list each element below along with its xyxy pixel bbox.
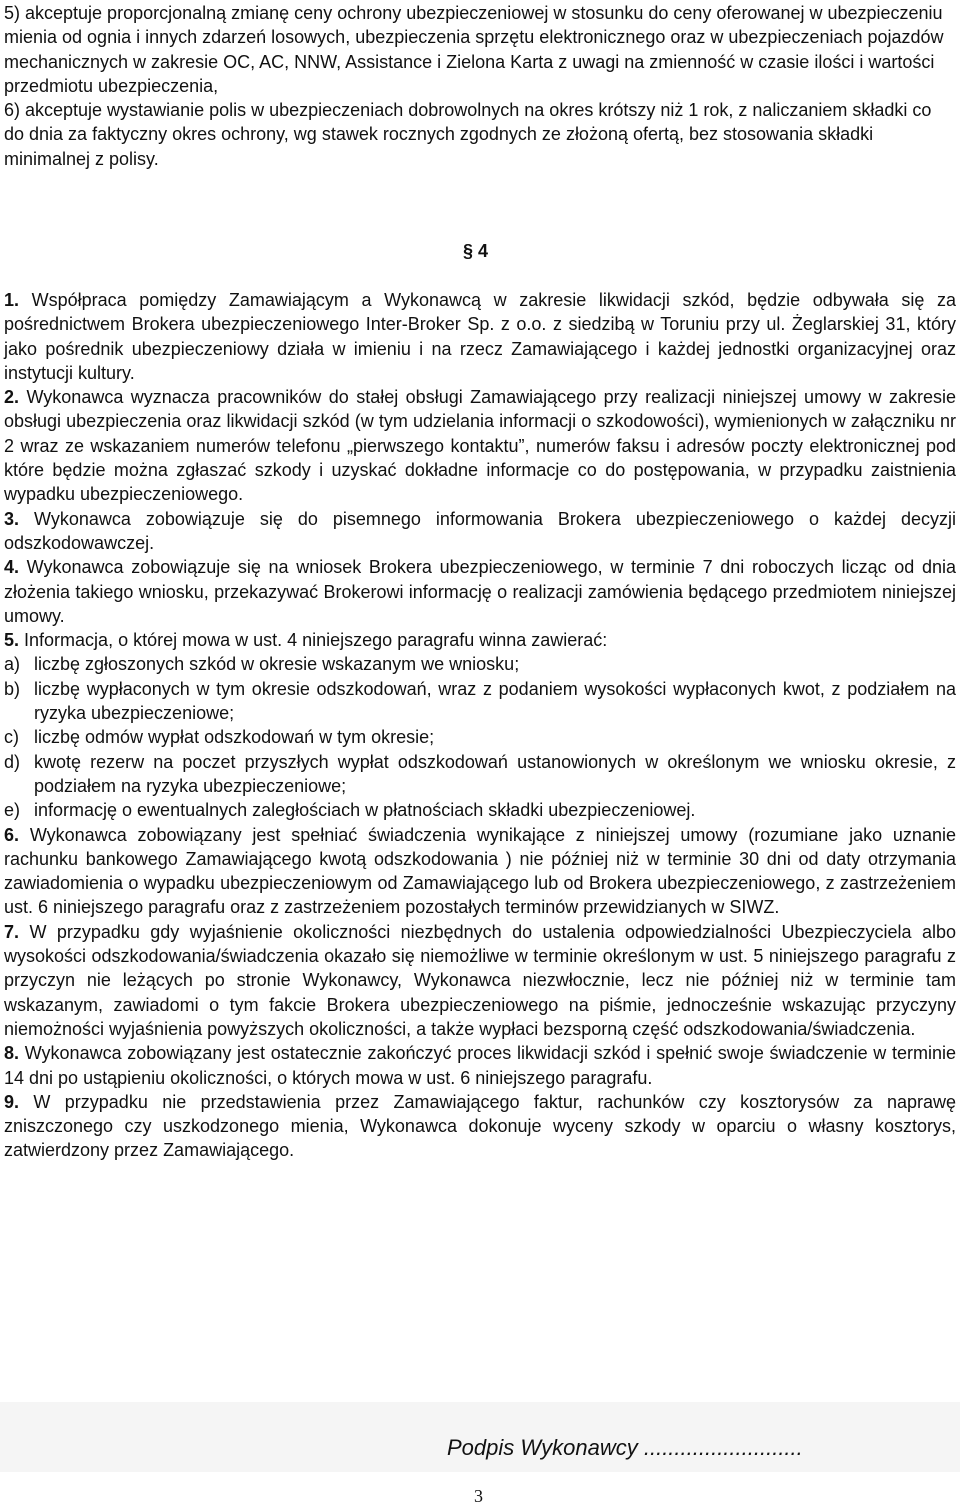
- top-item-6: 6) akceptuje wystawianie polis w ubezpieczeniach dobrowolnych na okres krótszy niż 1 rok, z naliczaniem składki co do dnia za faktyczny okres ochrony, wg stawek rocznych zgodnych ze złożoną ofertą, bez stosowania składki minimalnej z polisy.: [4, 100, 932, 169]
- point-5: [4, 628, 956, 652]
- point-text: Wykonawca zobowiązany jest ostatecznie zakończyć proces likwidacji szkód i spełnić swoje świadczenie w terminie 14 dni po ustąpieniu okoliczności, o których mowa w ust. 6 niniejszego paragrafu.: [4, 1043, 956, 1088]
- point-8: [4, 1041, 956, 1090]
- sub-item-label: b): [4, 678, 21, 699]
- sub-item-label: e): [4, 800, 21, 821]
- section-number: 4: [478, 241, 489, 261]
- sub-item-text: kwotę rezerw na poczet przyszłych wypłat odszkodowań ustanowionych w określonym we wniosku okresie, z podziałem na ryzyka ubezpieczeniowe;: [34, 751, 956, 796]
- point-number: 1.: [4, 290, 20, 310]
- sub-item-text: liczbę zgłoszonych szkód w okresie wskazanym we wniosku;: [34, 654, 520, 675]
- sub-item-label: d): [4, 751, 21, 772]
- section-symbol: §: [463, 241, 474, 261]
- point-text: W przypadku nie przedstawienia przez Zamawiającego faktur, rachunków czy kosztorysów za naprawę zniszczonego czy uszkodzonego mienia, Wykonawca dokonuje wyceny szkody w oparciu o własny kosztorys, zatwierdzony przez Zamawiającego.: [4, 1091, 956, 1161]
- section-body: [4, 288, 956, 1163]
- point-number: 2.: [4, 387, 20, 408]
- point-text: Wykonawca zobowiązuje się do pisemnego informowania Brokera ubezpieczeniowego o każdej decyzji odszkodowawczej.: [4, 508, 956, 553]
- point-text: Współpraca pomiędzy Zamawiającym a Wykonawcą w zakresie likwidacji szkód, będzie odbywała się za pośrednictwem Brokera ubezpieczeniowego Inter-Broker Sp. z o.o. z siedzibą w Toruniu przy ul. Żeglarskiej 31, który jako pośrednik ubezpieczeniowy działa w imieniu i na rzecz Zamawiającego i każdej jednostki organizacyjnej oraz instytucji kultury.: [4, 290, 956, 383]
- sub-item-label: a): [4, 654, 21, 675]
- signature-line: Podpis Wykonawcy ..........................: [447, 1435, 803, 1460]
- point-3: [4, 507, 956, 556]
- page-number: 3: [474, 1486, 483, 1506]
- point-7: [4, 920, 956, 1041]
- sub-item-label: c): [4, 727, 19, 748]
- sub-item-text: liczbę odmów wypłat odszkodowań w tym okresie;: [34, 727, 435, 748]
- sub-item-text: liczbę wypłaconych w tym okresie odszkodowań, wraz z podaniem wysokości wypłaconych kwot, z podziałem na ryzyka ubezpieczeniowe;: [34, 678, 956, 724]
- point-number: 3.: [4, 508, 20, 529]
- point-text: Wykonawca wyznacza pracowników do stałej obsługi Zamawiającego przy realizacji niniejszej umowy w zakresie obsługi ubezpieczenia oraz likwidacji szkód (w tym udzielania informacji o szkodowości), wymienionych w załączniku nr 2 wraz ze wskazaniem numerów telefonu „pierwszego kontaktu”, numerów faksu i adresów poczty elektronicznej pod które będzie można zgłaszać szkody i uzyskać dokładne informacje co do postępowania, w przypadku zaistnienia wypadku ubezpieczeniowego.: [4, 387, 956, 505]
- point-number: 6.: [4, 824, 20, 845]
- point-number: 5.: [4, 630, 20, 651]
- point-text: Wykonawca zobowiązuje się na wniosek Brokera ubezpieczeniowego, w terminie 7 dni roboczych licząc od dnia złożenia takiego wniosku, przekazywać Brokerowi informację o realizacji zamówienia będącego przedmiotem niniejszej umowy.: [4, 557, 956, 626]
- point-number: 8.: [4, 1043, 20, 1064]
- sub-item-b: [4, 677, 956, 726]
- sub-item-a: [4, 652, 956, 676]
- point-text: Informacja, o której mowa w ust. 4 niniejszego paragrafu winna zawierać:: [24, 630, 608, 651]
- sub-item-text: informację o ewentualnych zaległościach w płatnościach składki ubezpieczeniowej.: [34, 800, 696, 821]
- point-text: W przypadku gdy wyjaśnienie okoliczności niezbędnych do ustalenia odpowiedzialności Ubezpieczyciela albo wysokości odszkodowania/świadczenia okazało się niemożliwe w terminie określonym w ust. 5 niniejszego paragrafu z przyczyn nie leżących po stronie Wykonawcy, Wykonawca niezwłocznie, lecz nie później niż w terminie tam wskazanym, zawiadomi o tym fakcie Brokera ubezpieczeniowego na piśmie, jednocześnie wskazując przyczyny niemożności wyjaśnienia powyższych okoliczności, a także wypłaci bezsporną część odszkodowania/świadczenia.: [4, 921, 956, 1039]
- point-text: Wykonawca zobowiązany jest spełniać świadczenia wynikające z niniejszej umowy (rozumiane jako uznanie rachunku bankowego Zamawiającego kwotą odszkodowania ) nie później niż w terminie 30 dni od daty otrzymania zawiadomienia o wypadku ubezpieczeniowym od Zamawiającego lub od Brokera ubezpieczeniowego, z zastrzeżeniem ust. 6 niniejszego paragrafu oraz z zastrzeżeniem pozostałych terminów przewidzianych w SIWZ.: [4, 824, 956, 918]
- sub-item-d: [4, 750, 956, 799]
- section-heading: [463, 240, 488, 262]
- point-6: [4, 823, 956, 920]
- point-9: [4, 1090, 956, 1163]
- point-4: [4, 555, 956, 628]
- sub-item-e: [4, 798, 956, 822]
- point-number: 9.: [4, 1091, 20, 1112]
- top-item-5: 5) akceptuje proporcjonalną zmianę ceny ochrony ubezpieczeniowej w stosunku do ceny oferowanej w ubezpieczeniu mienia od ognia i innych zdarzeń losowych, ubezpieczenia sprzętu elektronicznego oraz w ubezpieczeniach pojazdów mechanicznych w zakresie OC, AC, NNW, Assistance i Zielona Karta z uwagi na zmienność w czasie ilości i wartości przedmiotu ubezpieczenia,: [4, 3, 944, 96]
- point-number: 4.: [4, 557, 20, 578]
- point-number: 7.: [4, 921, 20, 942]
- sub-item-c: [4, 725, 956, 749]
- top-list: [4, 1, 956, 171]
- point-2: [4, 385, 956, 506]
- point-1: [4, 288, 956, 385]
